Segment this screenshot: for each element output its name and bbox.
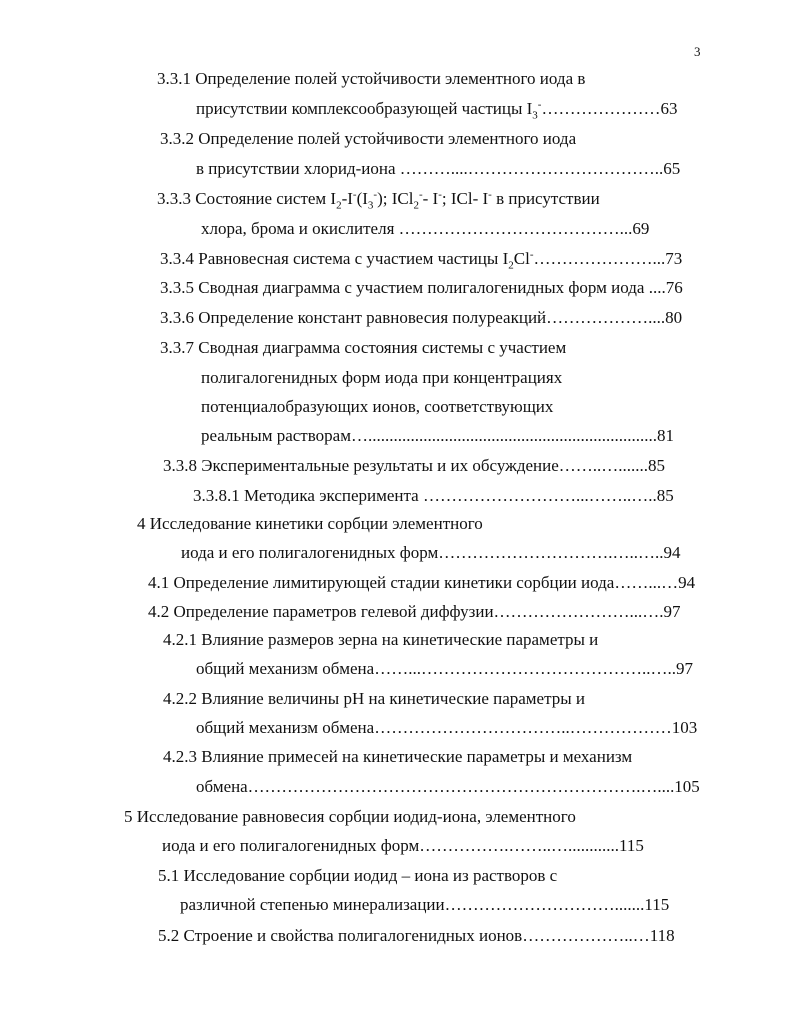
toc-entry-3-3-1-cont: присутствии комплексообразующей частицы $I_3^-\dots\dots\dots\dots\dots\dots\dots 63$ <box>196 98 678 122</box>
toc-entry-5: 5 Исследование равновесия сорбции иодид-иона, элементного <box>124 807 576 826</box>
toc-entry-4-2-2-cont: общий механизм обмена……………………………..………………103 <box>196 718 698 737</box>
toc-entry-3-3-2: 3.3.2 Определение полей устойчивости элементного иода <box>160 129 577 148</box>
toc-entry-4-2-3: 4.2.3 Влияние примесей на кинетические параметры и механизм <box>163 747 633 766</box>
toc-entry-3-3-7-cont1: полигалогенидных форм иода при концентрациях <box>201 368 563 387</box>
toc-entry-5-1: 5.1 Исследование сорбции иодид – иона из растворов с <box>158 866 558 885</box>
toc-entry-4-2: 4.2 Определение параметров гелевой диффузии……………………...….97 <box>148 602 681 621</box>
toc-entry-4-1: 4.1 Определение лимитирующей стадии кинетики сорбции иода……...…94 <box>148 573 696 592</box>
toc-entry-3-3-5: 3.3.5 Сводная диаграмма с участием полигалогенидных форм иода ....76 <box>160 278 683 297</box>
toc-entry-3-3-8: 3.3.8 Экспериментальные результаты и их обсуждение……..….......85 <box>163 456 666 475</box>
toc-entry-5-1-cont: различной степенью минерализации………………………….......115 <box>180 895 670 914</box>
toc-entry-4-2-1: 4.2.1 Влияние размеров зерна на кинетические параметры и <box>163 630 599 649</box>
page-number: 3 <box>694 44 701 59</box>
toc-entry-3-3-2-cont: в присутствии хлорид-иона ………....……………………………..65 <box>196 159 681 178</box>
toc-entry-3-3-6: 3.3.6 Определение констант равновесия полуреакций………………....80 <box>160 308 683 327</box>
toc-entry-3-3-3: 3.3.3 Состояние систем $I_2-I^-(I_3^-)$; ICl$_2$-- I-; ICl- I- в присутствии <box>157 188 600 212</box>
toc-entry-3-3-4: 3.3.4 Равновесная система с участием частицы $I_2Cl^-\dots\dots\dots\dots\dots\dots\dots...73$ <box>160 248 683 272</box>
toc-entry-3-3-8-1: 3.3.8.1 Методика эксперимента ………………………...……..…..85 <box>193 486 674 505</box>
toc-entry-3-3-7: 3.3.7 Сводная диаграмма состояния системы с участием <box>160 338 567 357</box>
toc-entry-3-3-3-cont: хлора, брома и окислителя …………………………………...69 <box>201 219 650 238</box>
toc-entry-5-cont: иода и его полигалогенидных форм…………….……..…............115 <box>162 836 644 855</box>
toc-entry-5-2: 5.2 Строение и свойства полигалогенидных ионов………………..…118 <box>158 926 675 945</box>
toc-entry-3-3-7-cont2: потенциалобразующих ионов, соответствующих <box>201 397 554 416</box>
toc-entry-3-3-1: 3.3.1 Определение полей устойчивости элементного иода в <box>157 69 586 88</box>
toc-entry-4: 4 Исследование кинетики сорбции элементного <box>137 514 483 533</box>
toc-entry-3-3-7-cont3: реальным растворам…....................................................................81 <box>201 426 674 445</box>
toc-entry-4-2-3-cont: обмена…………………………………………………………….…....105 <box>196 777 700 796</box>
toc-entry-4-cont: иода и его полигалогенидных форм………………………….…..…..94 <box>181 543 681 562</box>
toc-entry-4-2-2: 4.2.2 Влияние величины рН на кинетические параметры и <box>163 689 586 708</box>
toc-entry-4-2-1-cont: общий механизм обмена……...…………………………………..…..97 <box>196 659 693 678</box>
